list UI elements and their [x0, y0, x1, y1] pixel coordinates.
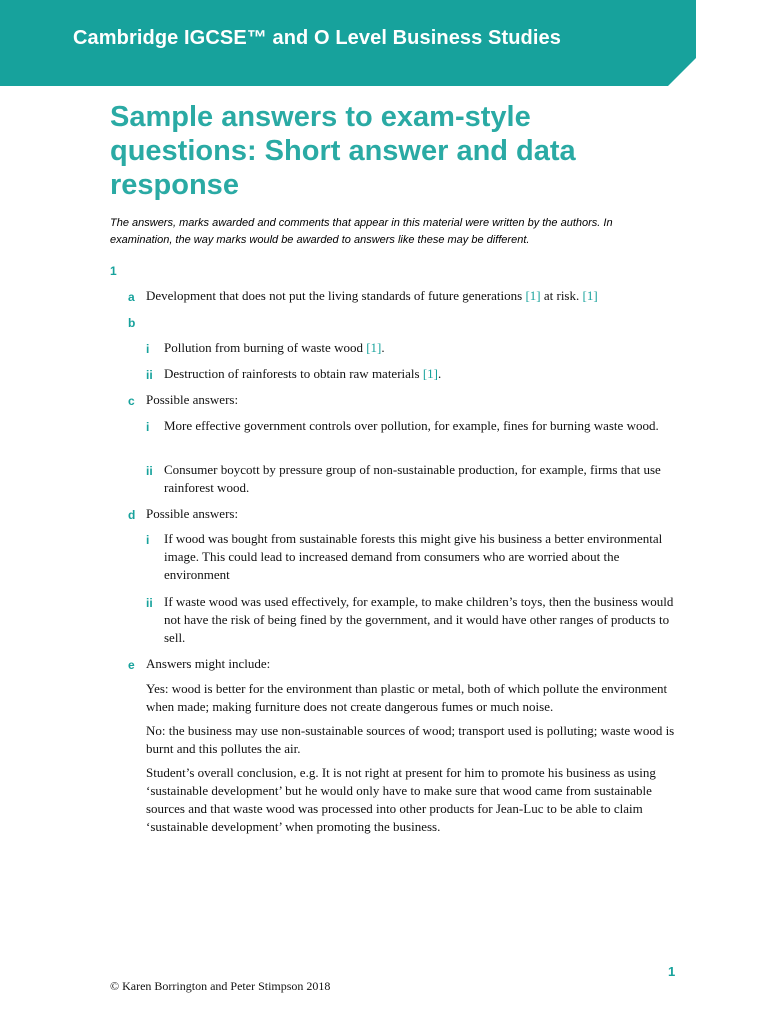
- part-a-text: Development that does not put the living standards of future generations: [146, 288, 523, 303]
- part-b-ii-answer: [164, 365, 684, 383]
- part-a-answer: [146, 287, 686, 305]
- part-d-label: d: [128, 508, 136, 522]
- part-b-ii-label: ii: [146, 368, 153, 382]
- part-b-i-text: Pollution from burning of waste wood: [164, 340, 363, 355]
- part-e-label: e: [128, 658, 135, 672]
- mark-label: [1]: [582, 288, 598, 303]
- part-d-ii-label: ii: [146, 596, 153, 610]
- part-c-ii-label: ii: [146, 464, 153, 478]
- part-a-label: a: [128, 290, 135, 304]
- question-number: 1: [110, 264, 117, 278]
- part-e-intro: Answers might include:: [146, 656, 271, 671]
- mark-label: [1]: [525, 288, 541, 303]
- part-c-ii-text: Consumer boycott by pressure group of non-sustainable production, for example, firms that use rainforest wood.: [164, 462, 661, 495]
- disclaimer-text: The answers, marks awarded and comments that appear in this material were written by the authors. In examination, the way marks would be awarded to answers like these may be different.: [110, 217, 613, 246]
- banner-title: Cambridge IGCSE™ and O Level Business Studies: [73, 27, 561, 49]
- part-b-ii-text: Destruction of rainforests to obtain raw materials: [164, 366, 420, 381]
- part-d-intro: Possible answers:: [146, 506, 239, 521]
- part-e-paragraph-no: No: the business may use non-sustainable sources of wood; transport used is polluting; waste wood is burnt and this pollutes the air.: [146, 723, 675, 756]
- mark-label: [1]: [422, 366, 439, 381]
- page-number: 1: [668, 964, 676, 979]
- part-a-text-after: at risk.: [543, 288, 580, 303]
- part-b-i-answer: [164, 339, 684, 357]
- part-d-i-text: If wood was bought from sustainable forests this might give his business a better environmental image. This could lead to increased demand from consumers who are worried about the environment: [164, 531, 663, 582]
- part-b-label: b: [128, 316, 136, 330]
- part-c-i-text: More effective government controls over pollution, for example, fines for burning waste wood.: [164, 418, 659, 433]
- part-c-i-label: i: [146, 420, 150, 434]
- copyright: © Karen Borrington and Peter Stimpson 2018: [110, 979, 331, 993]
- part-e-paragraph-conclusion: Student’s overall conclusion, e.g. It is not right at present for him to promote his business as using ‘sustainable development’ but he would only have to make sure that wood came from sustainable sources and that waste wood was processed into other products for Jean-Luc to be able to claim ‘sustainable development’ when promoting the business.: [146, 765, 656, 834]
- part-b-i-end: .: [381, 340, 385, 355]
- part-b-ii-end: .: [438, 366, 442, 381]
- mark-label: [1]: [366, 340, 382, 355]
- part-d-ii-text: If waste wood was used effectively, for example, to make children’s toys, then the business would not have the risk of being fined by the government, and it would have other ranges of products to sell.: [164, 594, 674, 645]
- part-e-paragraph-yes: Yes: wood is better for the environment than plastic or metal, both of which pollute the environment when made; making furniture does not create dangerous fumes or much noise.: [146, 681, 668, 714]
- part-c-label: c: [128, 394, 135, 408]
- part-b-i-label: i: [146, 342, 150, 356]
- part-d-i-label: i: [146, 533, 150, 547]
- part-c-intro: Possible answers:: [146, 392, 239, 407]
- page-title: Sample answers to exam-style questions: Short answer and data response: [110, 101, 576, 201]
